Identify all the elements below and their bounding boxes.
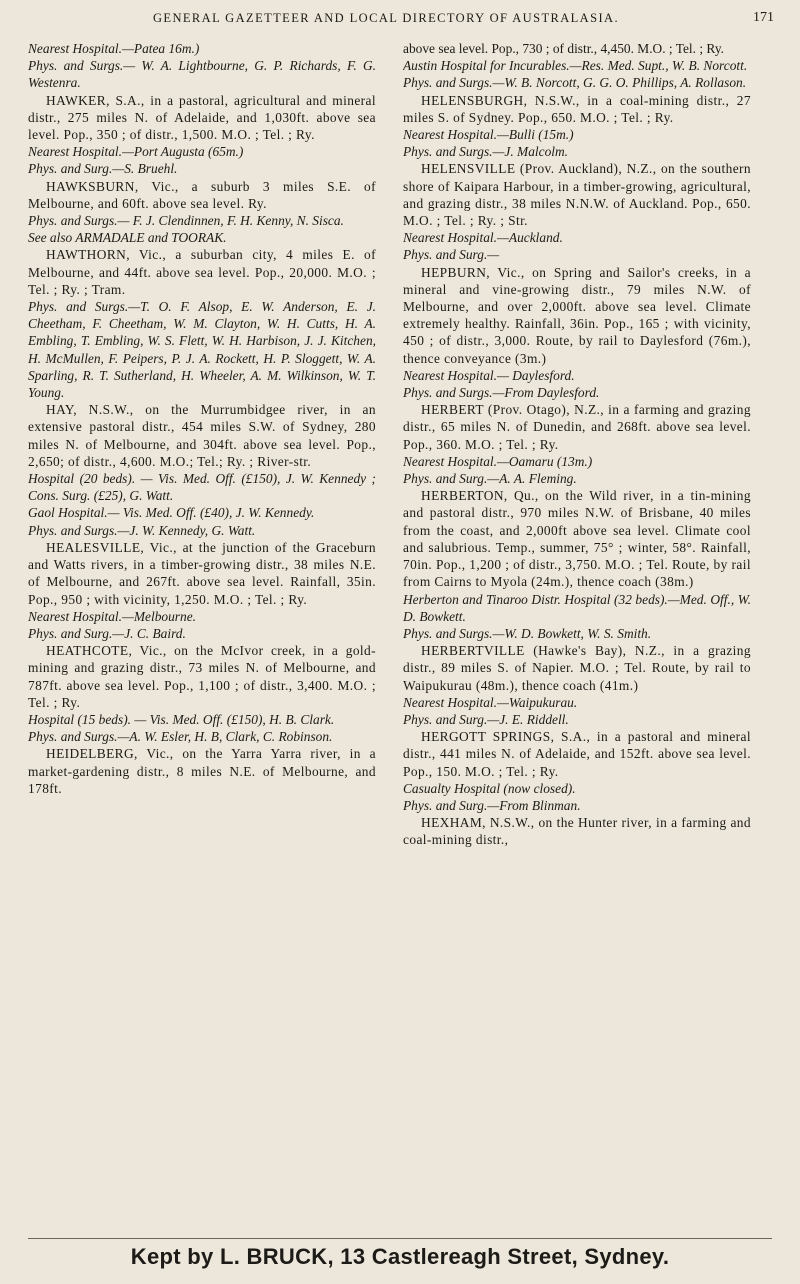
entry-line: Nearest Hospital.—Patea 16m.)	[28, 41, 200, 56]
entry-line: above sea level. Pop., 730 ; of distr., 4,450. M.O. ; Tel. ; Ry.	[403, 41, 724, 56]
entry-line: Phys. and Surg.—J. C. Baird.	[28, 625, 186, 641]
entry-line: Austin Hospital for Incurables.—Res. Med. Supt., W. B. Norcott.	[403, 58, 748, 74]
entry-line: Nearest Hospital.—Port Augusta (65m.)	[28, 144, 244, 160]
entry-line: HELENSBURGH, N.S.W., in a coal-mining distr., 27 miles S. of Sydney. Pop., 650. M.O. ; Tel. ; Ry.	[403, 92, 751, 125]
entry-line: Nearest Hospital.—Bulli (15m.)	[403, 127, 574, 143]
entry-line: HERBERT (Prov. Otago), N.Z., in a farming and grazing distr., 65 miles N. of Dunedin, and 268ft. above sea level. Pop., 360. M.O. ; Tel. ; Ry.	[403, 402, 751, 452]
entry-line: HAWKSBURN, Vic., a suburb 3 miles S.E. of Melbourne, and 60ft. above sea level. Ry.	[28, 178, 376, 211]
entry-line: Phys. and Surgs.— W. A. Lightbourne, G. P. Richards, F. G. Westenra.	[28, 58, 376, 91]
entry-line: Phys. and Surg.—	[403, 247, 500, 263]
running-title: GENERAL GAZETTEER AND LOCAL DIRECTORY OF AUSTRALASIA.	[153, 11, 619, 25]
entry-line: Nearest Hospital.—Waipukurau.	[403, 694, 578, 710]
left-column	[28, 40, 376, 1232]
entry-line: HEIDELBERG, Vic., on the Yarra Yarra river, in a market-gardening distr., 8 miles N.E. of Melbourne, and 178ft.	[28, 746, 376, 796]
entry-line: HERBERTON, Qu., on the Wild river, in a tin-mining and pastoral distr., 970 miles N.W. of Brisbane, 40 miles from the coast, and 2,000ft above sea level. Climate cool and salubrious. Temp., summer, 75° ; winter, 58°. Rainfall, 70in. Pop., 1,200 ; of distr., 3,750. M.O. ; Tel. Route, by rail from Cairns to Myola (24m.), thence coach (38m.)	[403, 488, 751, 590]
entry-line: Nearest Hospital.—Melbourne.	[28, 608, 196, 624]
footer-imprint: Kept by L. BRUCK, 13 Castlereagh Street, Sydney.	[130, 1244, 670, 1269]
entry-line: Phys. and Surgs.—J. Malcolm.	[403, 144, 569, 160]
entry-line: Phys. and Surgs.—A. W. Esler, H. B, Clark, C. Robinson.	[28, 729, 333, 745]
entry-line: Phys. and Surgs.— F. J. Clendinnen, F. H. Kenny, N. Sisca.	[28, 213, 344, 229]
entry-line: HAWTHORN, Vic., a suburban city, 4 miles E. of Melbourne, and 44ft. above sea level. Pop., 20,000. M.O. ; Tel. ; Ry. ; Tram.	[28, 247, 376, 297]
entry-line: HEATHCOTE, Vic., on the McIvor creek, in a gold-mining and grazing distr., 73 miles N. of Melbourne, and 787ft. above sea level. Pop., 1,100 ; of distr., 3,400. M.O. ; Tel. ; Ry.	[28, 643, 376, 710]
entry-line: Nearest Hospital.—Oamaru (13m.)	[403, 453, 593, 469]
entry-line: HERBERTVILLE (Hawke's Bay), N.Z., in a grazing distr., 89 miles S. of Napier. M.O. ; Tel. Route, by rail to Waipukurau (48m.), thence coach (41m.)	[403, 643, 751, 693]
entry-line: HAWKER, S.A., in a pastoral, agricultural and mineral distr., 275 miles N. of Adelaide, and 1,030ft. above sea level. Pop., 350 ; of distr., 1,500. M.O. ; Tel. ; Ry.	[28, 92, 376, 143]
entry-line: See also ARMADALE and TOORAK.	[28, 230, 227, 246]
entry-line: Casualty Hospital (now closed).	[403, 780, 576, 796]
entry-line: Nearest Hospital.—Auckland.	[403, 230, 563, 246]
page-number: 171	[753, 10, 774, 25]
footer-divider	[28, 1238, 772, 1239]
entry-line: Herberton and Tinaroo Distr. Hospital (32 beds).—Med. Off., W. D. Bowkett.	[403, 591, 751, 624]
entry-line: Hospital (20 beds). — Vis. Med. Off. (£150), J. W. Kennedy ; Cons. Surg. (£25), G. Watt.	[28, 471, 376, 504]
entry-line: Hospital (15 beds). — Vis. Med. Off. (£150), H. B. Clark.	[28, 711, 335, 727]
entry-line: Nearest Hospital.— Daylesford.	[403, 367, 575, 383]
entry-line: Phys. and Surgs.—W. D. Bowkett, W. S. Smith.	[403, 625, 652, 641]
entry-line: HEALESVILLE, Vic., at the junction of the Graceburn and Watts rivers, in a timber-growing distr., 38 miles N.E. of Melbourne, and 267ft. above sea level. Rainfall, 35in. Pop., 950 ; with vicinity, 1,250. M.O. ; Tel. ; Ry.	[28, 539, 376, 607]
entry-line: Phys. and Surg.—J. E. Riddell.	[403, 711, 569, 727]
entry-line: HERGOTT SPRINGS, S.A., in a pastoral and mineral distr., 441 miles N. of Adelaide, and 152ft. above sea level. Pop., 150. M.O. ; Tel. ; Ry.	[403, 729, 751, 779]
entry-line: HELENSVILLE (Prov. Auckland), N.Z., on the southern shore of Kaipara Harbour, in a timber-growing, agricultural, and grazing distr., 38 miles N.N.W. of Auckland. Pop., 650. M.O. ; Tel. ; Ry. ; Str.	[403, 161, 751, 229]
entry-line: Phys. and Surgs.—From Daylesford.	[403, 385, 600, 401]
entry-line: Phys. and Surgs.—W. B. Norcott, G. G. O. Phillips, A. Rollason.	[403, 75, 747, 91]
entry-line: HEPBURN, Vic., on Spring and Sailor's creeks, in a mineral and vine-growing distr., 79 miles N.W. of Melbourne, and over 2,000ft. above sea level. Climate extremely healthy. Rainfall, 36in. Pop., 165 ; with vicinity, 450 ; of distr., 3,000. Route, by rail to Daylesford (76m.), thence conveyance (3m.)	[403, 264, 751, 366]
entry-line: Phys. and Surg.—From Blinman.	[403, 797, 581, 813]
entry-line: HEXHAM, N.S.W., on the Hunter river, in a farming and coal-mining distr.,	[403, 815, 751, 848]
entry-line: Phys. and Surg.—S. Bruehl.	[28, 161, 178, 177]
entry-line: Phys. and Surg.—A. A. Fleming.	[403, 471, 577, 487]
entry-line: Phys. and Surgs.—J. W. Kennedy, G. Watt.	[28, 522, 256, 538]
right-column	[403, 40, 751, 1232]
page-header	[26, 8, 774, 30]
entry-line: Phys. and Surgs.—T. O. F. Alsop, E. W. Anderson, E. J. Cheetham, F. Cheetham, W. M. Clayton, W. H. Cutts, H. A. Embling, T. Embling, W. S. Flett, W. H. Harbison, J. J. Kitchen, H. McMullen, F. Peipers, P. J. A. Rockett, H. P. Sloggett, W. A. Sparling, R. T. Sutherland, H. Wheeler, A. M. Wilkinson, W. T. Young.	[28, 299, 376, 401]
entry-line: Gaol Hospital.— Vis. Med. Off. (£40), J. W. Kennedy.	[28, 505, 315, 521]
entry-line: HAY, N.S.W., on the Murrumbidgee river, in an extensive pastoral distr., 454 miles S.W. of Sydney, 280 miles N. of Melbourne, and 304ft. above sea level. Pop., 2,650; of distr., 4,600. M.O.; Tel.; Ry. ; River-str.	[28, 402, 376, 469]
